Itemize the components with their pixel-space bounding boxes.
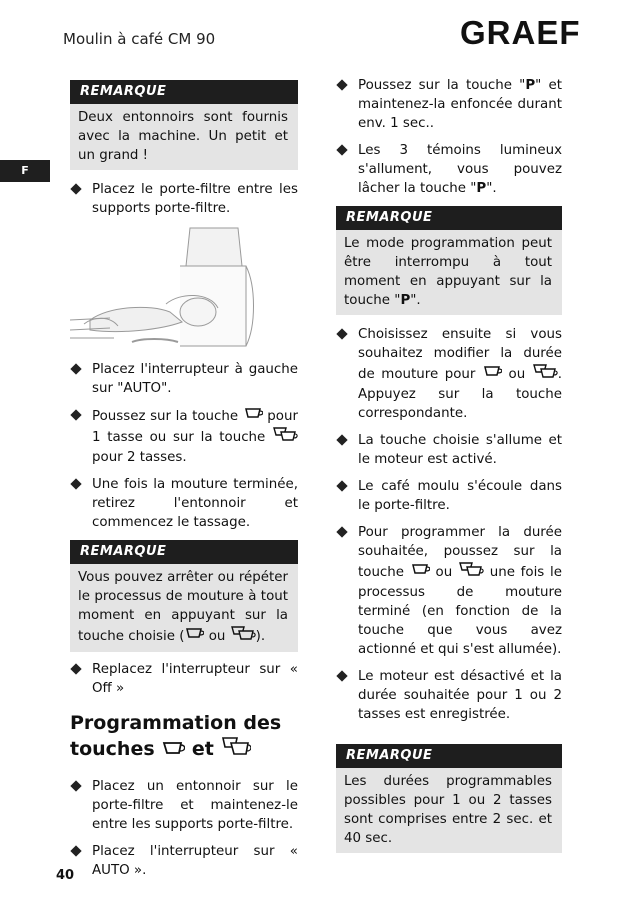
key-label: P <box>525 78 536 93</box>
note-text-part: ). <box>255 629 266 644</box>
list-item-text: La touche choisie s'allume et le moteur est activé. <box>358 433 562 467</box>
note-text <box>336 230 562 315</box>
list-item-text: ou <box>508 367 526 382</box>
diamond-bullet-icon <box>336 526 347 537</box>
list-item-text: Placez l'interrupteur sur « AUTO ». <box>92 844 298 878</box>
diamond-bullet-icon <box>336 434 347 445</box>
diamond-bullet-icon <box>70 363 81 374</box>
list-item-text: Replacez l'interrupteur sur « Off » <box>92 662 298 696</box>
note-text-part: ou <box>208 629 226 644</box>
diamond-bullet-icon <box>70 780 81 791</box>
note-box <box>336 206 562 315</box>
list-item-text: Pour programmer la durée souhaitée, poussez sur la touche <box>358 525 562 580</box>
one-cup-icon <box>184 626 204 646</box>
document-title: Moulin à café CM 90 <box>63 30 216 48</box>
diamond-bullet-icon <box>70 409 81 420</box>
list-item <box>70 475 298 532</box>
note-text-part: Le mode programmation peut être interrompu à tout moment en appuyant sur la touche " <box>344 236 552 308</box>
note-heading: REMARQUE <box>70 80 298 104</box>
list-item <box>336 477 562 515</box>
list-item-text: Les 3 témoins lumineux s'allument, vous pouvez lâcher la touche " <box>358 143 562 196</box>
list-item-text: pour 1 tasse ou sur la touche <box>92 409 298 445</box>
list-item <box>336 431 562 469</box>
list-item <box>70 660 298 698</box>
diamond-bullet-icon <box>336 144 347 155</box>
list-item <box>70 842 298 880</box>
note-text-part: ". <box>410 293 421 308</box>
section-heading-text: et <box>191 738 214 760</box>
list-item-text: Placez l'interrupteur à gauche sur "AUTO". <box>92 362 298 396</box>
list-item-text: Le café moulu s'écoule dans le porte-filtre. <box>358 479 562 513</box>
list-item <box>70 180 298 218</box>
list-item-text: pour 2 tasses. <box>92 450 187 465</box>
two-cups-icon <box>230 625 256 647</box>
two-cups-icon <box>458 561 484 583</box>
page-number: 40 <box>56 868 75 883</box>
one-cup-icon <box>410 562 430 582</box>
list-item-text: Le moteur est désactivé et la durée souhaitée pour 1 ou 2 tasses est enregistrée. <box>358 669 562 722</box>
one-cup-icon <box>482 364 502 384</box>
list-item-text: ". <box>486 181 497 196</box>
diamond-bullet-icon <box>70 845 81 856</box>
list-item-text: . Appuyez sur la touche correspondante. <box>358 367 562 421</box>
note-box <box>336 744 562 853</box>
list-item-text: Une fois la mouture terminée, retirez l'entonnoir et commencez le tassage. <box>92 477 298 530</box>
two-cups-icon <box>272 426 298 448</box>
list-item-text: ou <box>435 565 453 580</box>
two-cups-icon <box>221 736 251 763</box>
note-text: Deux entonnoirs sont fournis avec la machine. Un petit et un grand ! <box>70 104 298 170</box>
note-box <box>70 80 298 170</box>
key-label: P <box>400 293 411 308</box>
diamond-bullet-icon <box>70 663 81 674</box>
diamond-bullet-icon <box>70 183 81 194</box>
list-item <box>70 406 298 467</box>
left-column <box>70 80 298 888</box>
note-box <box>70 540 298 652</box>
list-item <box>336 523 562 659</box>
diamond-bullet-icon <box>336 328 347 339</box>
list-item <box>336 141 562 198</box>
list-item-text: une fois le processus de mouture terminé (en fonction de la touche que vous avez actionné et qui s'est allumée). <box>358 565 562 657</box>
right-column <box>336 76 562 732</box>
list-item <box>70 360 298 398</box>
diamond-bullet-icon <box>336 670 347 681</box>
list-item <box>336 325 562 423</box>
diamond-bullet-icon <box>70 478 81 489</box>
two-cups-icon <box>532 363 558 385</box>
list-item <box>336 667 562 724</box>
language-tab: F <box>0 160 50 182</box>
note-text <box>70 564 298 652</box>
list-item-text: Choisissez ensuite si vous souhaitez modifier la durée de mouture pour <box>358 327 562 382</box>
list-item-text: Poussez sur la touche <box>92 409 239 424</box>
grinder-filter-holder-illustration <box>70 226 298 350</box>
note-heading: REMARQUE <box>336 744 562 768</box>
list-item <box>70 777 298 834</box>
note-text-part: Vous pouvez arrêter ou répéter le processus de mouture à tout moment en appuyant sur la touche choisie ( <box>78 570 288 644</box>
one-cup-icon <box>161 737 185 763</box>
diamond-bullet-icon <box>336 79 347 90</box>
diamond-bullet-icon <box>336 480 347 491</box>
list-item-text: Poussez sur la touche " <box>358 78 526 93</box>
note-heading: REMARQUE <box>70 540 298 564</box>
list-item-text: " et maintenez-la enfoncée durant env. 1 sec.. <box>358 78 562 131</box>
note-text: Les durées programmables possibles pour 1 ou 2 tasses sont comprises entre 2 sec. et 40 sec. <box>336 768 562 853</box>
section-heading <box>70 710 298 763</box>
note-heading: REMARQUE <box>336 206 562 230</box>
list-item-text: Placez le porte-filtre entre les supports porte-filtre. <box>92 182 298 216</box>
section-heading-text: Programmation des touches <box>70 712 282 760</box>
list-item <box>336 76 562 133</box>
key-label: P <box>476 181 487 196</box>
brand-logo: GRAEF <box>460 14 581 51</box>
list-item-text: Placez un entonnoir sur le porte-filtre et maintenez-le entre les supports porte-filtre. <box>92 779 298 832</box>
one-cup-icon <box>243 406 263 426</box>
